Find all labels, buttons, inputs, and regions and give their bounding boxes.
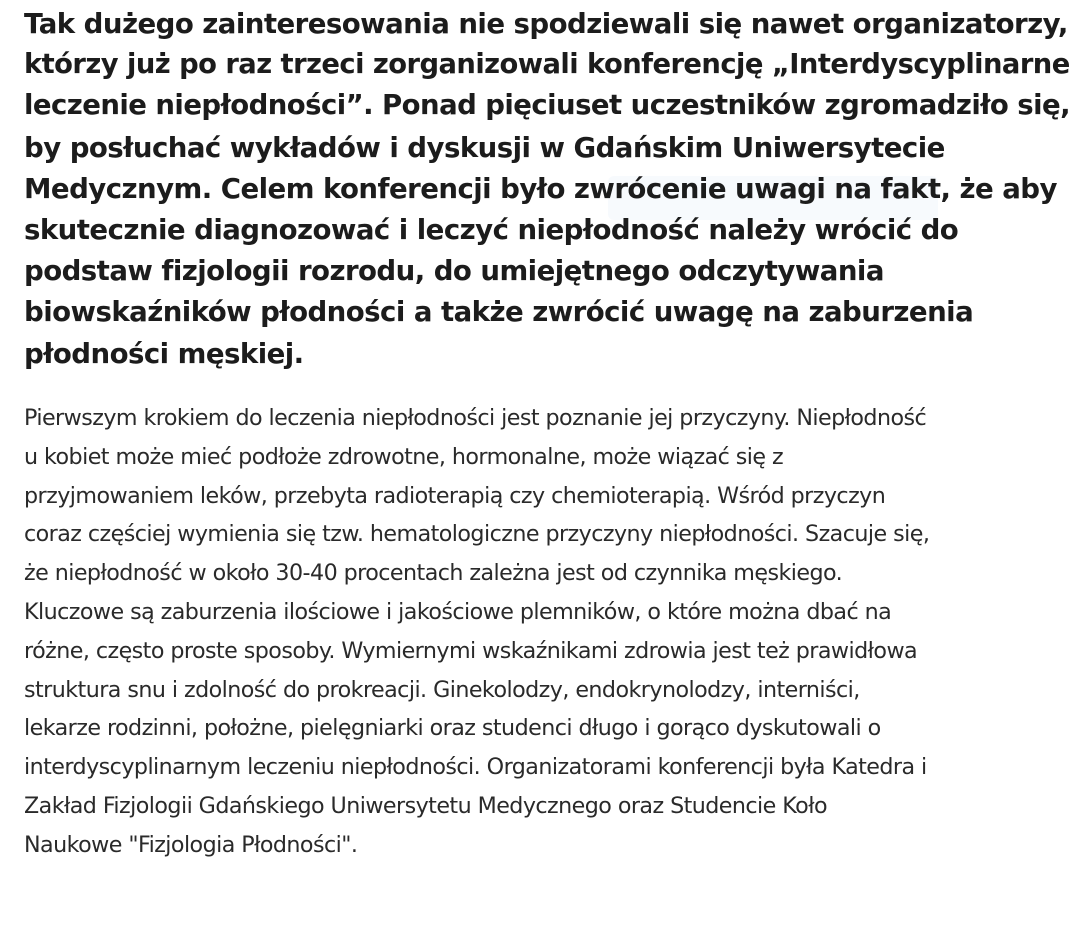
body-line: lekarze rodzinni, położne, pielęgniarki oraz studenci długo i gorąco dyskutowali o [24,715,881,742]
body-line: coraz częściej wymienia się tzw. hematologiczne przyczyny niepłodności. Szacuje się, [24,521,930,548]
article-body [24,399,1070,865]
body-line: struktura snu i zdolność do prokreacji. Ginekolodzy, endokrynolodzy, interniści, [24,676,860,703]
lead-line: leczenie niepłodności”. Ponad pięciuset uczestników zgromadziło się, [24,89,1071,122]
body-line: u kobiet może mieć podłoże zdrowotne, hormonalne, może wiązać się z [24,443,784,470]
lead-line: podstaw fizjologii rozrodu, do umiejętnego odczytywania [24,254,884,288]
body-line: przyjmowaniem leków, przebyta radioterapią czy chemioterapią. Wśród przyczyn [24,482,886,509]
lead-line: płodności męskiej. [24,336,304,370]
lead-line: biowskaźników płodności a także zwrócić uwagę na zaburzenia [24,295,974,329]
lead-line: którzy już po raz trzeci zorganizowali konferencję „Interdyscyplinarne [24,49,1070,81]
lead-line: by posłuchać wykładów i dyskusji w Gdańskim Uniwersytecie [24,130,945,164]
article-lead [24,0,1070,374]
lead-line: Medycznym. Celem konferencji było zwrócenie uwagi na fakt, że aby [24,171,1057,205]
body-line: interdyscyplinarnym leczeniu niepłodności. Organizatorami konferencji była Katedra i [24,754,927,781]
article [24,0,1071,858]
body-line: Naukowe "Fizjologia Płodności". [24,831,358,858]
body-line: że niepłodność w około 30-40 procentach zależna jest od czynnika męskiego. [24,560,843,587]
lead-line: Tak dużego zainteresowania nie spodziewali się nawet organizatorzy, [24,7,1068,40]
body-line: Kluczowe są zaburzenia ilościowe i jakościowe plemników, o które można dbać na [24,598,892,625]
body-line: Pierwszym krokiem do leczenia niepłodności jest poznanie jej przyczyny. Niepłodność [24,405,927,431]
body-line: Zakład Fizjologii Gdańskiego Uniwersytetu Medycznego oraz Studencie Koło [24,792,827,819]
body-line: różne, często proste sposoby. Wymiernymi wskaźnikami zdrowia jest też prawidłowa [24,637,918,664]
lead-line: skutecznie diagnozować i leczyć niepłodność należy wrócić do [24,213,959,247]
